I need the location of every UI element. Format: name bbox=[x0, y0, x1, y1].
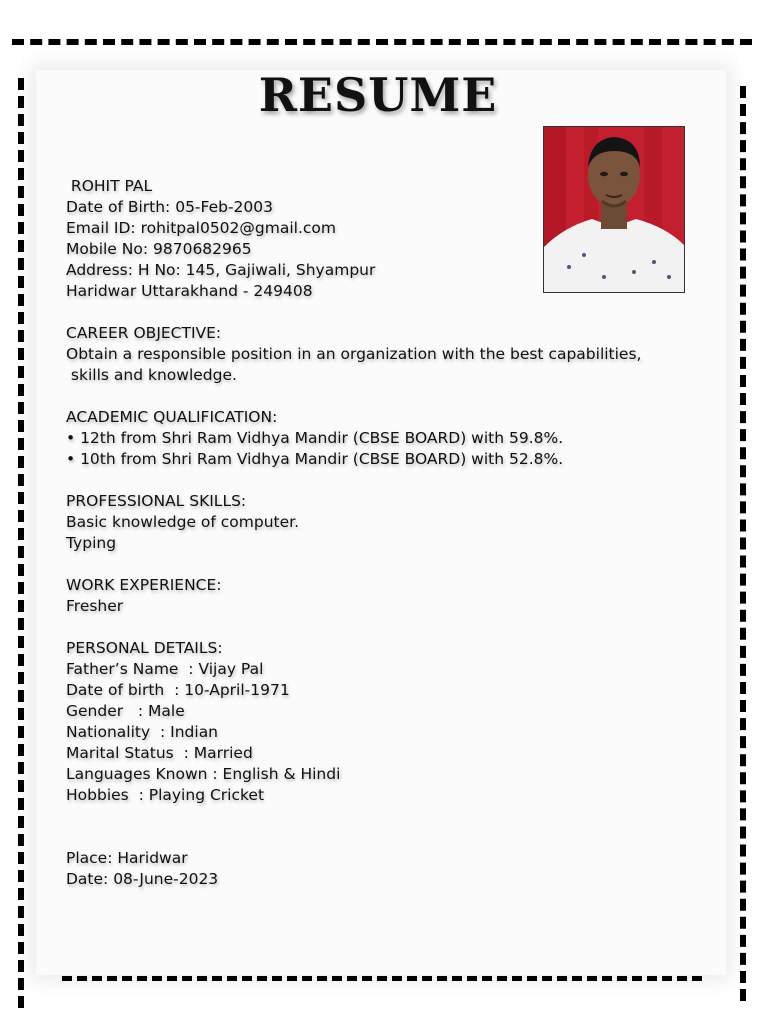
career-objective-heading: CAREER OBJECTIVE: bbox=[66, 324, 222, 342]
professional-skill-item: Basic knowledge of computer. bbox=[66, 513, 300, 531]
resume-title: RESUME bbox=[258, 68, 498, 122]
email-id: Email ID: rohitpal0502@gmail.com bbox=[66, 219, 336, 237]
professional-skills-heading: PROFESSIONAL SKILLS: bbox=[66, 492, 247, 510]
career-objective-line: Obtain a responsible position in an organization with the best capabilities, bbox=[66, 345, 642, 363]
academic-qualification-item: • 12th from Shri Ram Vidhya Mandir (CBSE BOARD) with 59.8%. bbox=[66, 429, 564, 447]
address-line-2: Haridwar Uttarakhand - 249408 bbox=[66, 282, 313, 300]
personal-details-heading: PERSONAL DETAILS: bbox=[66, 639, 223, 657]
career-objective-line: skills and knowledge. bbox=[66, 366, 237, 384]
personal-date-of-birth: Date of birth : 10-April-1971 bbox=[66, 681, 290, 699]
languages-known: Languages Known : English & Hindi bbox=[66, 765, 341, 783]
address-line-1: Address: H No: 145, Gajiwali, Shyampur bbox=[66, 261, 376, 279]
dashed-border-top bbox=[12, 39, 752, 45]
professional-skill-item: Typing bbox=[66, 534, 117, 552]
fathers-name: Father’s Name : Vijay Pal bbox=[66, 660, 264, 678]
work-experience-item: Fresher bbox=[66, 597, 124, 615]
mobile-number: Mobile No: 9870682965 bbox=[66, 240, 252, 258]
work-experience-heading: WORK EXPERIENCE: bbox=[66, 576, 222, 594]
dashed-border-bottom bbox=[62, 976, 702, 981]
nationality: Nationality : Indian bbox=[66, 723, 219, 741]
academic-qualification-item: • 10th from Shri Ram Vidhya Mandir (CBSE BOARD) with 52.8%. bbox=[66, 450, 564, 468]
dashed-border-left bbox=[18, 78, 24, 1008]
place: Place: Haridwar bbox=[66, 849, 188, 867]
gender: Gender : Male bbox=[66, 702, 185, 720]
date-of-birth: Date of Birth: 05-Feb-2003 bbox=[66, 198, 274, 216]
academic-qualification-heading: ACADEMIC QUALIFICATION: bbox=[66, 408, 278, 426]
resume-content bbox=[66, 176, 706, 890]
date: Date: 08-June-2023 bbox=[66, 870, 219, 888]
marital-status: Marital Status : Married bbox=[66, 744, 253, 762]
dashed-border-right bbox=[740, 86, 746, 1001]
candidate-name: ROHIT PAL bbox=[66, 177, 153, 195]
hobbies: Hobbies : Playing Cricket bbox=[66, 786, 265, 804]
